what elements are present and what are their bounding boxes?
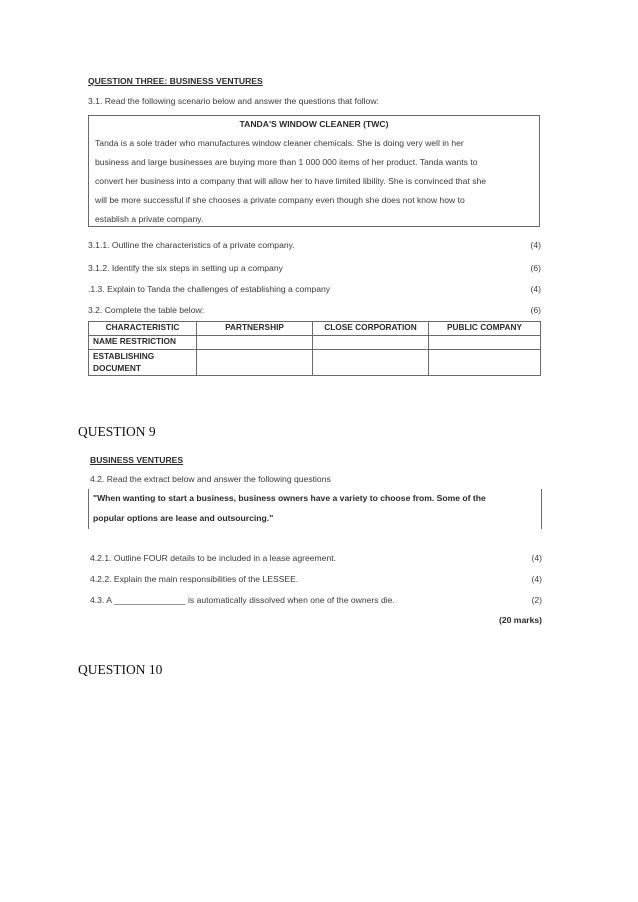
question-marks: (2) xyxy=(531,595,542,605)
table-header-row xyxy=(89,322,541,336)
table-cell[interactable] xyxy=(313,350,429,376)
table-header: PUBLIC COMPANY xyxy=(429,322,541,336)
table-cell[interactable] xyxy=(197,336,313,350)
scenario-title: TANDA'S WINDOW CLEANER (TWC) xyxy=(239,119,389,129)
question-item xyxy=(88,305,541,317)
table-header: PARTNERSHIP xyxy=(197,322,313,336)
scenario-line: convert her business into a company that will allow her to have limited libility. She is convinced that she xyxy=(95,176,487,186)
question-text: 3.1.2. Identify the six steps in setting up a company xyxy=(88,263,283,273)
table-row xyxy=(89,350,541,376)
question-text: 4.2.2. Explain the main responsibilities of the LESSEE. xyxy=(90,574,299,584)
question-item xyxy=(88,240,541,252)
total-marks: (20 marks) xyxy=(499,615,542,625)
row-label: ESTABLISHING DOCUMENT xyxy=(89,350,197,376)
question-item xyxy=(88,284,541,296)
quote-line: "When wanting to start a business, business owners have a variety to choose from. Some of the xyxy=(93,493,486,503)
question-marks: (4) xyxy=(531,553,542,563)
scenario-line: Tanda is a sole trader who manufactures window cleaner chemicals. She is doing very well in her xyxy=(95,138,464,148)
question-marks: (4) xyxy=(530,240,541,250)
quote-box xyxy=(88,489,542,529)
question-text: 4.3. A _______________ is automatically dissolved when one of the owners die. xyxy=(90,595,395,605)
question-text: .1.3. Explain to Tanda the challenges of establishing a company xyxy=(88,284,331,294)
scenario-intro: 3.1. Read the following scenario below and answer the questions that follow: xyxy=(88,96,379,106)
table-cell[interactable] xyxy=(429,336,541,350)
question-item xyxy=(90,553,542,565)
table-cell[interactable] xyxy=(197,350,313,376)
question-9-title: QUESTION 9 xyxy=(78,424,156,439)
question-text: 3.1.1. Outline the characteristics of a private company. xyxy=(88,240,295,250)
scenario-line: establish a private company. xyxy=(95,214,204,224)
question-text: 3.2. Complete the table below: xyxy=(88,305,205,315)
table-row xyxy=(89,336,541,350)
question-item xyxy=(88,263,541,275)
extract-intro: 4.2. Read the extract below and answer the following questions xyxy=(90,474,331,484)
section-heading: BUSINESS VENTURES xyxy=(90,455,184,465)
question-text: 4.2.1. Outline FOUR details to be included in a lease agreement. xyxy=(90,553,337,563)
table-cell[interactable] xyxy=(313,336,429,350)
question-marks: (6) xyxy=(530,263,541,273)
scenario-line: will be more successful if she chooses a private company even though she does not know how to xyxy=(95,195,465,205)
section-heading: QUESTION THREE: BUSINESS VENTURES xyxy=(88,76,263,86)
row-label: NAME RESTRICTION xyxy=(89,336,197,350)
question-marks: (4) xyxy=(531,574,542,584)
table-cell[interactable] xyxy=(429,350,541,376)
question-item xyxy=(90,595,542,607)
quote-line: popular options are lease and outsourcing." xyxy=(93,513,274,523)
scenario-line: business and large businesses are buying more than 1 000 000 items of her product. Tanda wants to xyxy=(95,157,478,167)
comparison-table xyxy=(88,321,541,376)
question-item xyxy=(90,574,542,586)
question-marks: (4) xyxy=(530,284,541,294)
scenario-box xyxy=(88,115,540,227)
question-10-title: QUESTION 10 xyxy=(78,662,163,677)
question-marks: (6) xyxy=(530,305,541,315)
table-header: CHARACTERISTIC xyxy=(89,322,197,336)
table-header: CLOSE CORPORATION xyxy=(313,322,429,336)
